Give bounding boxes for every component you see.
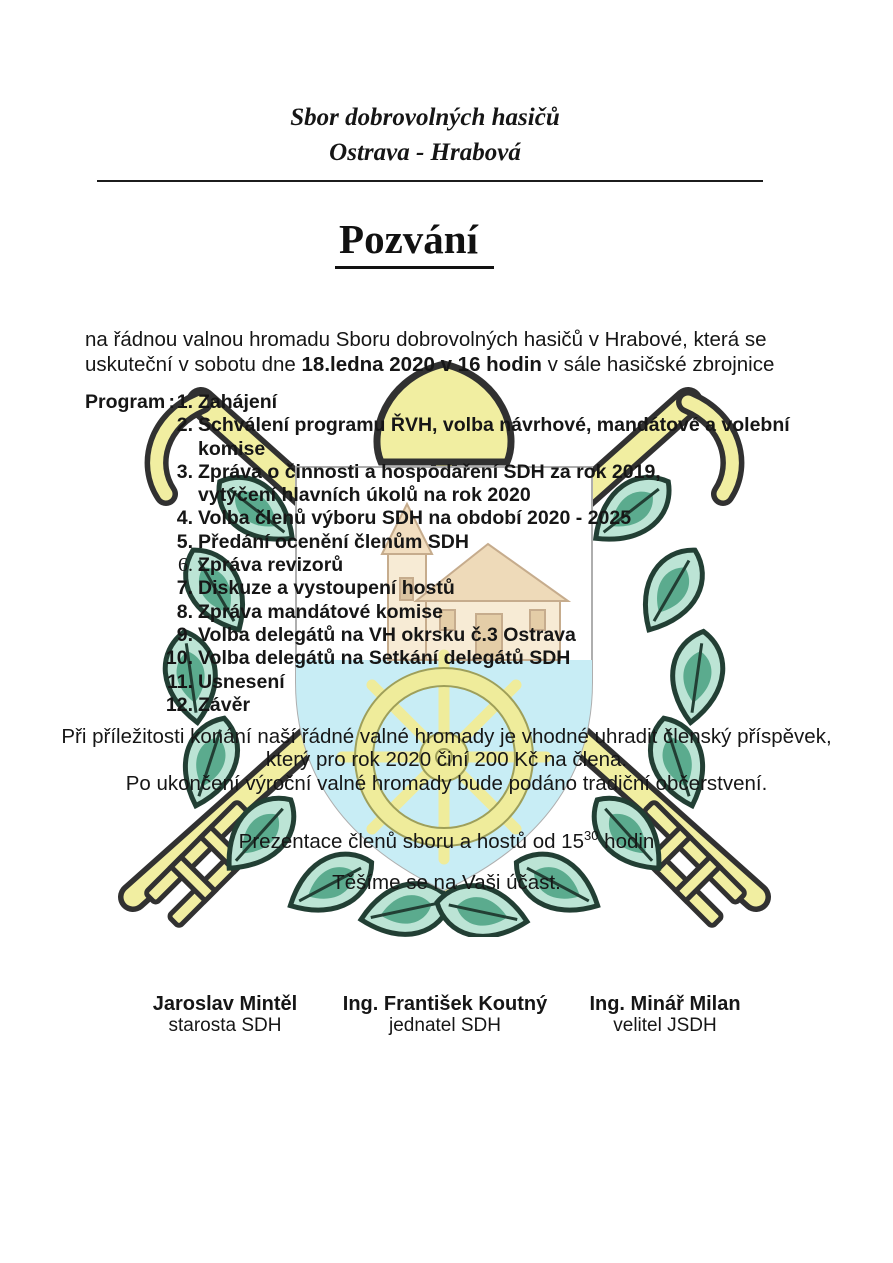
program-item-line: Zpráva mandátové komise (198, 600, 443, 623)
program-item-line: Usnesení (198, 670, 285, 693)
notes-line: Při příležitosti konání naší řádné valné hromady je vhodné uhradit členský příspěvek, (61, 725, 832, 748)
program-item-number: 8. (176, 600, 193, 623)
program-item-text (198, 461, 661, 508)
title-wrap (0, 215, 893, 269)
program-item-line: Zpráva o činnosti a hospodaření SDH za rok 2019, (198, 460, 661, 483)
program-item-text (198, 507, 631, 530)
header-divider (97, 180, 763, 182)
program-item-line: Zpráva revizorů (198, 554, 344, 577)
program-item-number: 4. (176, 507, 193, 530)
intro-line2-pre: uskuteční v sobotu dne (85, 352, 302, 376)
signature-block (115, 993, 335, 1037)
program-item-number: 12. (165, 693, 193, 716)
program-item-number: 11. (166, 670, 193, 693)
signature-role: velitel JSDH (613, 1015, 717, 1036)
program-item (160, 461, 790, 508)
program-item-text (198, 531, 469, 554)
signature-name: Ing. František Koutný (342, 993, 548, 1015)
program-item-line: Závěr (198, 693, 251, 716)
signature-name: Ing. Minář Milan (589, 993, 741, 1015)
intro-date-time: 18.ledna 2020 v 16 hodin (301, 352, 542, 376)
program-item-text (198, 554, 343, 577)
intro-paragraph (85, 327, 825, 377)
signatures-row (115, 993, 775, 1037)
program-label-colon: : (168, 391, 175, 413)
intro-line1: na řádnou valnou hromadu Sboru dobrovolných hasičů v Hrabové, která se (85, 327, 767, 351)
notes-line: Po ukončení výroční valné hromady bude podáno tradiční občerstvení. (125, 771, 768, 795)
program-item (160, 531, 790, 554)
signature-block (335, 993, 555, 1037)
program-item-line: Předání ocenění členům SDH (198, 530, 469, 553)
program-item (160, 577, 790, 600)
program-item-text (198, 647, 570, 670)
signature-role: starosta SDH (168, 1015, 282, 1036)
program-item-text (198, 414, 790, 461)
program-item-number: 1. (176, 391, 193, 413)
program-item-number: 10. (165, 647, 193, 670)
program-item (160, 694, 790, 717)
program-item-text (198, 671, 285, 694)
program-item-line: komise (198, 437, 266, 460)
program-item-line: Volba delegátů na VH okrsku č.3 Ostrava (198, 623, 576, 646)
program-item-number: 7. (176, 577, 193, 600)
program-item (160, 624, 790, 647)
program-item-number: 2. (176, 414, 193, 437)
program-item-number: 5. (176, 530, 193, 553)
program-item-text (198, 391, 277, 414)
program-item (160, 507, 790, 530)
program-item-line: Volba delegátů na Setkání delegátů SDH (198, 647, 571, 670)
signature-role: jednatel SDH (389, 1015, 501, 1036)
program-item-number: 6. (178, 554, 193, 577)
program-item-number: 9. (176, 623, 193, 646)
program-item-line: Zahájení (198, 391, 278, 413)
program-item-line: Diskuze a vystoupení hostů (198, 577, 455, 600)
program-item-text (198, 601, 443, 624)
program-item-line: vytýčení hlavních úkolů na rok 2020 (198, 484, 531, 507)
org-header (0, 100, 893, 170)
program-item-number: 3. (176, 460, 193, 483)
program-item-text (198, 577, 455, 600)
program-item (160, 391, 790, 414)
program-item-text (198, 624, 576, 647)
program-item (160, 647, 790, 670)
presentation-line (0, 827, 893, 854)
signature-name: Jaroslav Mintěl (152, 993, 298, 1015)
notes-line: který pro rok 2020 činí 200 Kč na člena. (265, 748, 628, 772)
presentation-pre: Prezentace členů sboru a hostů od 15 (238, 829, 584, 853)
program-item (160, 554, 790, 577)
notes-paragraph (0, 725, 893, 795)
program-item-line: Schválení programu ŘVH, volba návrhové, mandátové a volební (198, 414, 790, 437)
org-name-line1: Sbor dobrovolných hasičů (290, 104, 560, 131)
document-title: Pozvání (335, 215, 494, 269)
presentation-superscript: 30 (584, 827, 599, 843)
program-label-text: Program (85, 391, 166, 413)
program-item-text (198, 694, 250, 717)
closing-line: Těšíme se na Vaši účast. (332, 870, 561, 894)
presentation-post: hodin (598, 829, 655, 853)
signature-block (555, 993, 775, 1037)
intro-line2-post: v sále hasičské zbrojnice (541, 352, 775, 376)
program-list (160, 391, 790, 717)
program-item (160, 601, 790, 624)
org-name-line2: Ostrava - Hrabová (329, 139, 521, 166)
program-item-line: Volba členů výboru SDH na období 2020 - 2025 (198, 507, 632, 530)
program-item (160, 414, 790, 461)
program-item (160, 671, 790, 694)
